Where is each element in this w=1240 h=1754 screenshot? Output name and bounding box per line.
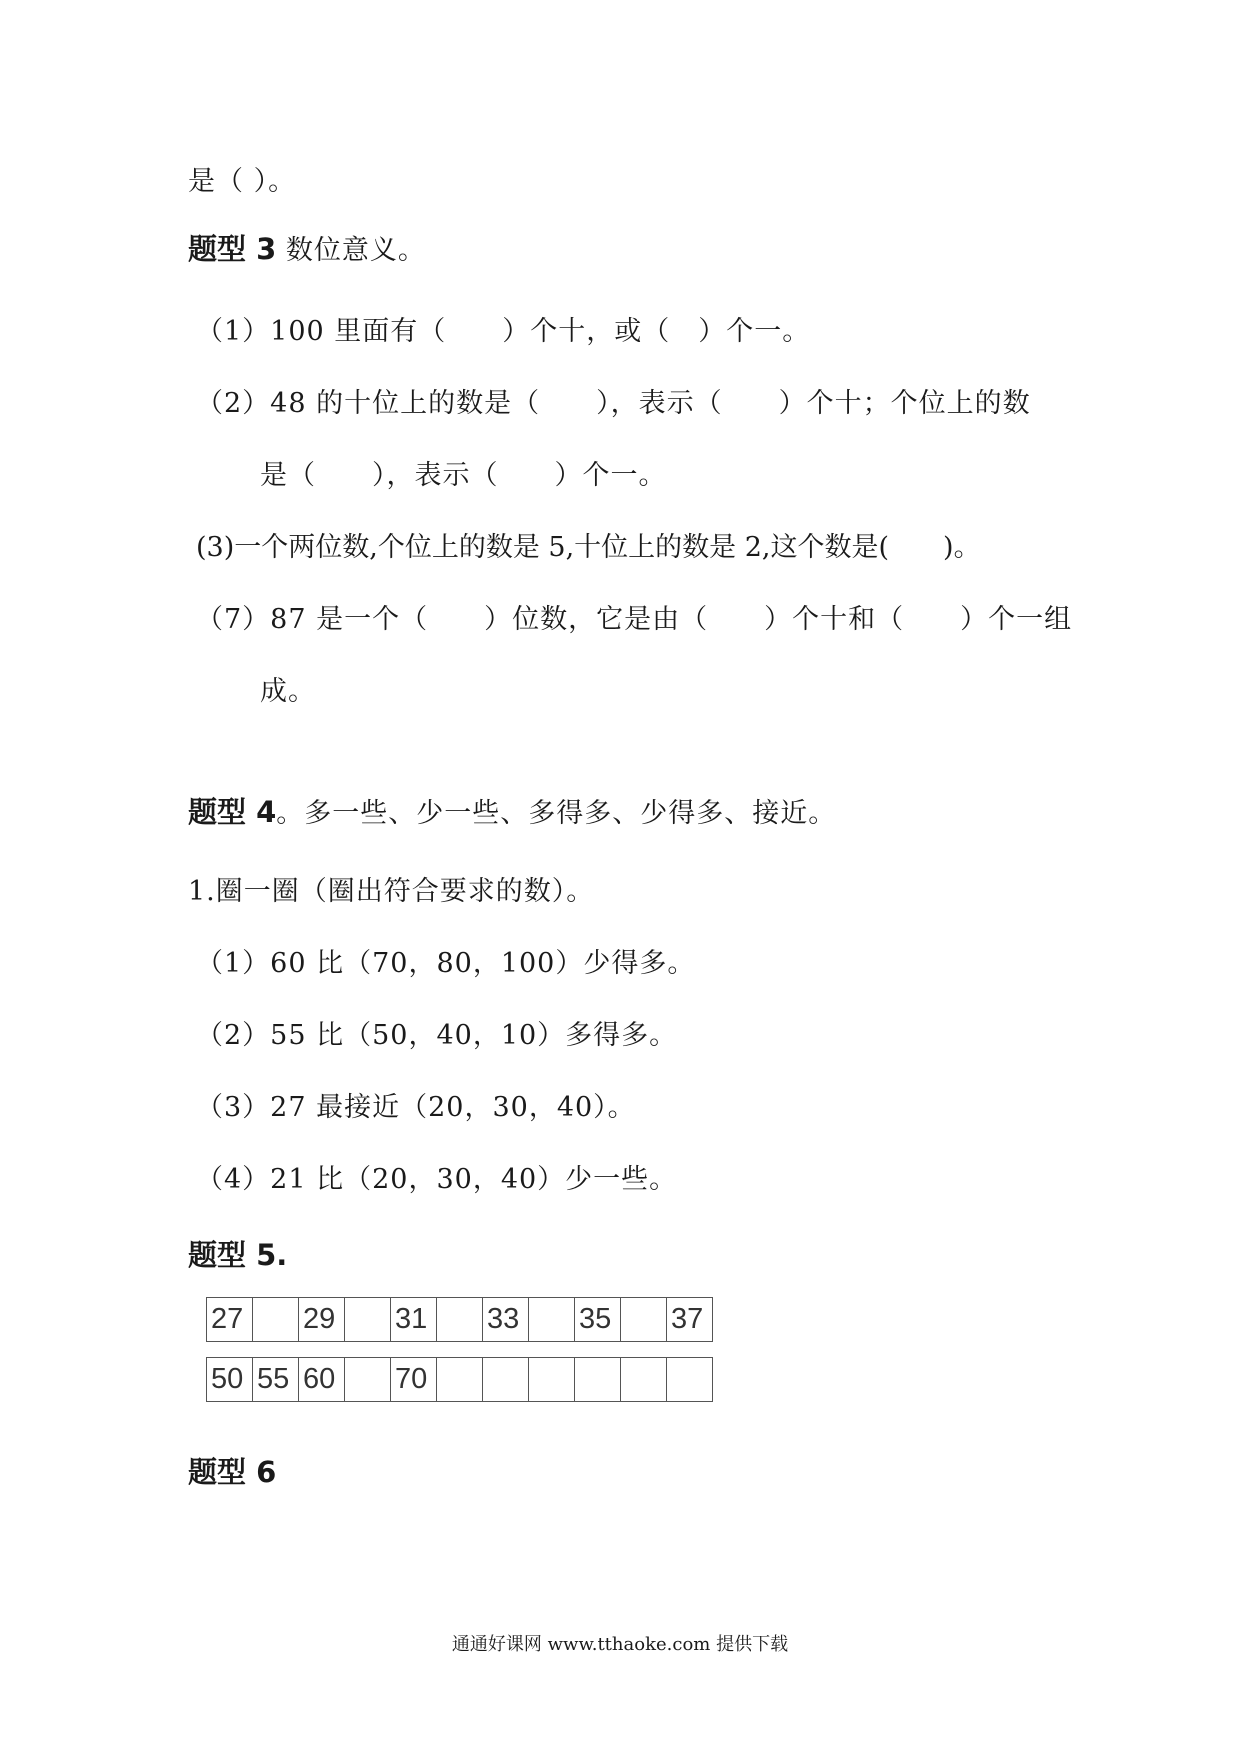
table-cell[interactable]	[575, 1358, 621, 1402]
table-cell: 29	[299, 1298, 345, 1342]
table-cell: 50	[207, 1358, 253, 1402]
table-cell[interactable]	[621, 1298, 667, 1342]
section4-heading-text: 。多一些、少一些、多得多、少得多、接近。	[276, 798, 837, 829]
number-sequence-table-2	[206, 1357, 713, 1402]
section6-heading	[188, 1452, 276, 1493]
table-cell: 27	[207, 1298, 253, 1342]
table-cell: 31	[391, 1298, 437, 1342]
table-cell: 35	[575, 1298, 621, 1342]
section6-heading-label: 题型 6	[188, 1455, 277, 1489]
section4-item-4: （4）21 比（20，30，40）少一些。	[196, 1164, 678, 1195]
section3-heading	[188, 229, 426, 271]
table-cell[interactable]	[345, 1298, 391, 1342]
table-cell[interactable]	[253, 1298, 299, 1342]
table-cell[interactable]	[529, 1298, 575, 1342]
table-cell: 70	[391, 1358, 437, 1402]
section5-heading-label: 题型 5.	[188, 1238, 288, 1272]
section3-question-2-line2: 是（ ），表示（ ）个一。	[260, 460, 667, 491]
section3-heading-label: 题型 3	[188, 232, 277, 266]
table-cell[interactable]	[667, 1358, 713, 1402]
section4-item-1: （1）60 比（70，80，100）少得多。	[196, 948, 696, 979]
footer-text: 通通好课网 www.tthaoke.com 提供下载	[451, 1634, 789, 1655]
section5-heading	[188, 1235, 287, 1276]
section3-question-2-line1: （2）48 的十位上的数是（ ），表示（ ）个十；个位上的数	[196, 388, 1031, 419]
table-row	[207, 1358, 713, 1402]
table-cell[interactable]	[529, 1358, 575, 1402]
table-row	[207, 1298, 713, 1342]
section4-heading	[188, 792, 836, 834]
section4-item-3: （3）27 最接近（20，30，40）。	[196, 1092, 636, 1123]
table-cell[interactable]	[437, 1298, 483, 1342]
table-cell: 33	[483, 1298, 529, 1342]
section3-heading-text: 数位意义。	[285, 235, 426, 266]
section3-question-1: （1）100 里面有（ ）个十，或（ ）个一。	[196, 316, 811, 347]
section4-heading-label: 题型 4	[188, 795, 277, 829]
table-cell: 55	[253, 1358, 299, 1402]
table-cell: 37	[667, 1298, 713, 1342]
section4-item-2: （2）55 比（50，40，10）多得多。	[196, 1020, 678, 1051]
table-cell[interactable]	[437, 1358, 483, 1402]
section4-subtitle: 1.圈一圈（圈出符合要求的数）。	[188, 876, 595, 907]
section3-question-7-line1: （7）87 是一个（ ）位数，它是由（ ）个十和（ ）个一组	[196, 604, 1073, 635]
table-cell: 60	[299, 1358, 345, 1402]
section3-question-3: (3)一个两位数,个位上的数是 5,十位上的数是 2,这个数是( )。	[196, 532, 981, 563]
number-sequence-table-1	[206, 1297, 713, 1342]
table-cell[interactable]	[345, 1358, 391, 1402]
section3-question-7-line2: 成。	[260, 676, 316, 707]
continuation-text: 是（ ）。	[188, 166, 297, 197]
table-cell[interactable]	[483, 1358, 529, 1402]
table-cell[interactable]	[621, 1358, 667, 1402]
